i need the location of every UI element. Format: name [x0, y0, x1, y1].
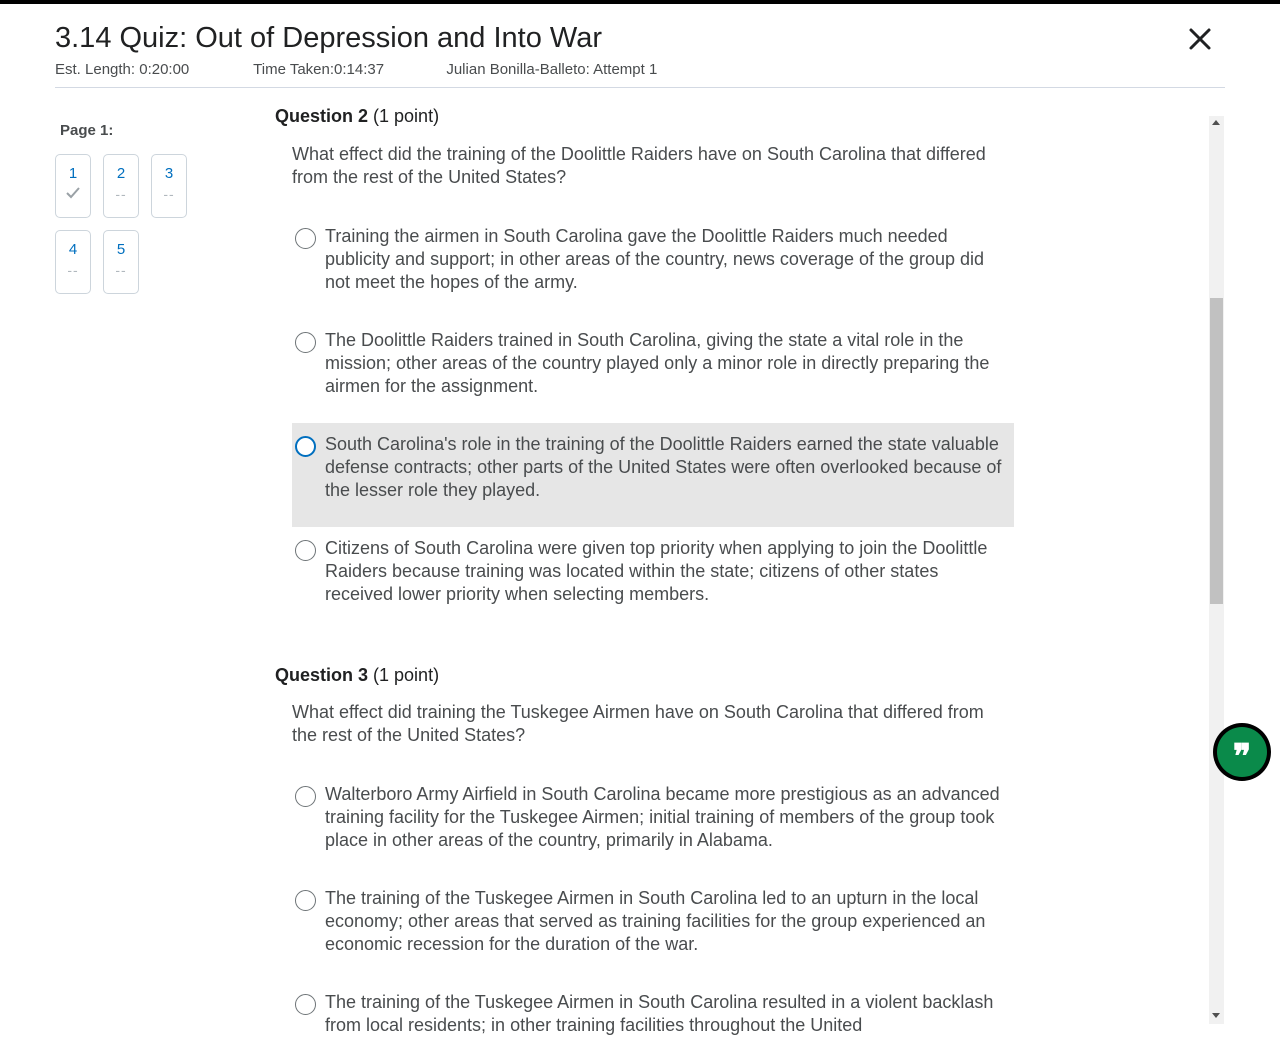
radio-button[interactable] — [295, 786, 316, 807]
answer-option[interactable] — [292, 773, 1014, 862]
quiz-header — [55, 18, 1225, 78]
content-scrollbar[interactable] — [1209, 116, 1224, 1024]
answer-option[interactable] — [292, 981, 1014, 1047]
question-nav-3[interactable] — [151, 154, 187, 218]
question-heading — [275, 106, 439, 127]
est-length: Est. Length: 0:20:00 — [55, 61, 190, 78]
answer-option-hovered[interactable] — [292, 423, 1014, 527]
question-nav-number: 1 — [68, 165, 78, 182]
attempt-info: Julian Bonilla-Balleto: Attempt 1 — [446, 61, 658, 78]
answer-option[interactable] — [292, 319, 1014, 408]
radio-button[interactable] — [295, 540, 316, 561]
question-title: Question 2 — [275, 106, 369, 126]
question-title: Question 3 — [275, 665, 369, 685]
question-text: What effect did the training of the Doolittle Raiders have on South Carolina that differed from the rest of the United States? — [292, 144, 986, 187]
question-nav-status: -- — [115, 186, 127, 202]
question-sidebar — [55, 118, 255, 278]
question-heading — [275, 665, 439, 686]
question-nav-4[interactable] — [55, 230, 91, 294]
question-nav-number: 4 — [68, 241, 78, 258]
question-nav-2[interactable] — [103, 154, 139, 218]
question-points: (1 point) — [373, 106, 440, 126]
question-nav-status: -- — [163, 186, 175, 202]
answer-text: Citizens of South Carolina were given top priority when applying to join the Doolittle Raiders because training was located within the state; citizens of other states received lower priority when selecting members. — [325, 538, 988, 604]
feedback-button[interactable] — [1213, 723, 1271, 781]
scroll-down-icon[interactable] — [1212, 1013, 1220, 1018]
check-icon — [56, 186, 90, 202]
answer-text: The Doolittle Raiders trained in South Carolina, giving the state a vital role in the mission; other areas of the country played only a minor role in directly preparing the airmen for the assignment. — [325, 330, 990, 396]
answer-text: Walterboro Army Airfield in South Carolina became more prestigious as an advanced training facility for the Tuskegee Airmen; initial training of members of the group took place in other areas of the country, primarily in Alabama. — [325, 784, 1000, 850]
quote-icon: ❞ — [1217, 727, 1267, 777]
radio-button[interactable] — [295, 994, 316, 1015]
answer-option[interactable] — [292, 215, 1014, 304]
question-text: What effect did training the Tuskegee Airmen have on South Carolina that differed from the rest of the United States? — [292, 702, 984, 745]
header-divider — [55, 87, 1225, 88]
question-nav-number: 2 — [116, 165, 126, 182]
question-nav-status: -- — [67, 262, 79, 278]
answer-text: The training of the Tuskegee Airmen in South Carolina led to an upturn in the local economy; other areas that served as training facilities for the group experienced an economic recession for the duration of the war. — [325, 888, 986, 954]
question-nav-number: 3 — [164, 165, 174, 182]
close-icon — [1185, 24, 1215, 54]
close-button[interactable] — [1185, 24, 1215, 54]
radio-button[interactable] — [295, 890, 316, 911]
scroll-up-icon[interactable] — [1212, 120, 1220, 125]
question-nav-1[interactable] — [55, 154, 91, 218]
question-nav-number: 5 — [116, 241, 126, 258]
answer-text: The training of the Tuskegee Airmen in South Carolina resulted in a violent backlash from local residents; in other training facilities throughout the United — [325, 992, 994, 1035]
radio-button[interactable] — [295, 228, 316, 249]
scroll-thumb[interactable] — [1210, 298, 1223, 604]
time-taken: Time Taken:0:14:37 — [253, 61, 385, 78]
question-nav-5[interactable] — [103, 230, 139, 294]
quiz-meta — [55, 61, 657, 78]
page-title: 3.14 Quiz: Out of Depression and Into War — [55, 22, 602, 54]
answer-option[interactable] — [292, 877, 1014, 966]
radio-button[interactable] — [295, 436, 316, 457]
answer-text: Training the airmen in South Carolina gave the Doolittle Raiders much needed publicity and support; in other areas of the country, news coverage of the group did not meet the hopes of the army. — [325, 226, 985, 292]
answer-option[interactable] — [292, 527, 1014, 616]
quiz-content — [258, 100, 1208, 1035]
page-label: Page 1: — [60, 122, 114, 139]
radio-button[interactable] — [295, 332, 316, 353]
question-points: (1 point) — [373, 665, 440, 685]
answer-text: South Carolina's role in the training of the Doolittle Raiders earned the state valuable defense contracts; other parts of the United States were often overlooked because of the lesser role they played. — [325, 434, 1002, 500]
top-border — [0, 0, 1280, 4]
question-nav-status: -- — [115, 262, 127, 278]
